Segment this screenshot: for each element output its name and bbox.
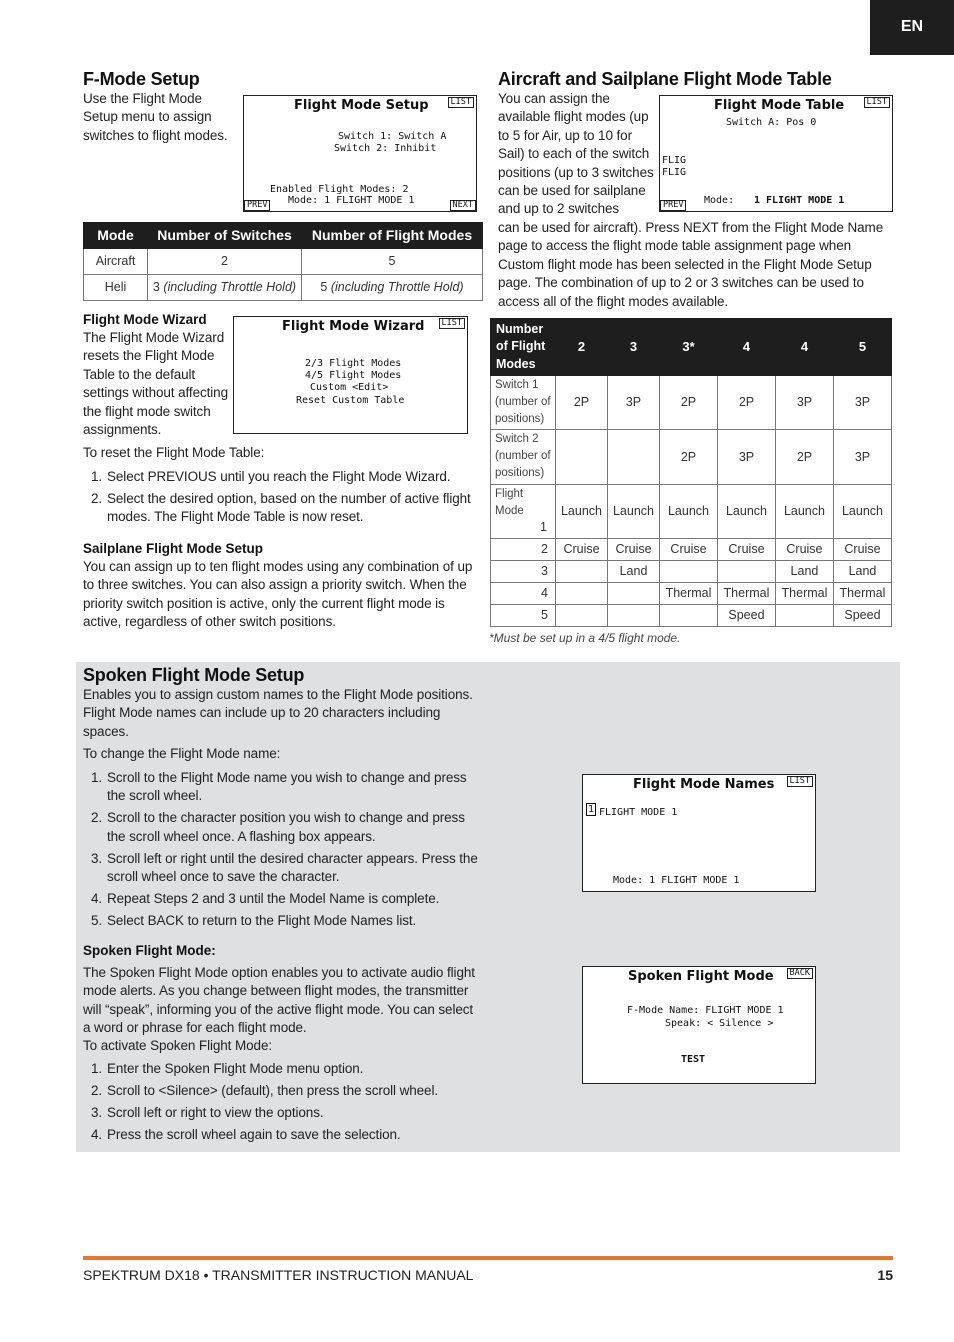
flight-mode-table-body-narrow: You can assign the available flight modes (up to 5 for Air, up to 10 for Sail) to each of the switch positions (up to 3 switches can be used for sailplane and up to 2 switches (498, 91, 654, 217)
back-button[interactable]: BACK (787, 968, 813, 979)
spoken-mode-intro: To activate Spoken Flight Mode: (83, 1038, 273, 1053)
mode-value: 1 FLIGHT MODE 1 (754, 194, 845, 206)
test-button[interactable]: TEST (681, 1054, 706, 1065)
flight-mode-table-screen (659, 95, 893, 212)
spoken-mode-body: The Spoken Flight Mode option enables you to activate audio flight mode alerts. As you change between flight modes, the transmitter will “speak”, informing you of the active flight mode. You can select a word or phrase for each flight mode. (83, 965, 475, 1036)
prev-button[interactable]: PREV (660, 200, 686, 211)
list-item: 1. Select PREVIOUS until you reach the Flight Mode Wizard. (91, 469, 451, 484)
wizard-option-45[interactable]: 4/5 Flight Modes (305, 370, 402, 381)
fmode-setup-heading: F-Mode Setup (83, 69, 200, 89)
flight-mode-names-screen (582, 774, 816, 892)
flight-mode-wizard-screen (233, 316, 468, 434)
prev-button[interactable]: PREV (244, 200, 270, 211)
table-row: Flight Mode 1 Launch Launch Launch Launch Launch Launch (491, 485, 892, 539)
wizard-body: The Flight Mode Wizard resets the Flight Mode Table to the default settings without affecting the flight mode switch assignments. (83, 330, 228, 438)
wizard-option-23[interactable]: 2/3 Flight Modes (305, 358, 402, 369)
list-item: 2. Scroll to <Silence> (default), then press the scroll wheel. (91, 1082, 439, 1098)
cursor-box[interactable]: 1 (588, 804, 595, 815)
spoken-mode-heading: Spoken Flight Mode: (83, 943, 216, 958)
spoken-setup-body: Enables you to assign custom names to the Flight Mode positions. Flight Mode names can include up to 20 characters including spaces. (83, 687, 473, 739)
name-text[interactable]: FLIGHT MODE 1 (599, 807, 678, 818)
flight-mode-table-body-wide: can be used for aircraft). Press NEXT from the Flight Mode Name page to access the flight mode table assignment page when Custom flight mode has been selected in the Flight Mode Setup page. The combination of up to 2 or 3 switches can be used to access all of the flight modes available. (498, 220, 884, 309)
sailplane-body: You can assign up to ten flight modes using any combination of up to three switches. You can also assign a priority switch. When the priority switch position is active, only the current flight mode is active, regardless of other switch positions. (83, 559, 473, 630)
table-footnote: *Must be set up in a 4/5 flight mode. (489, 631, 681, 645)
list-button[interactable]: LIST (439, 318, 465, 329)
footer-title: SPEKTRUM DX18 • TRANSMITTER INSTRUCTION MANUAL (83, 1267, 474, 1283)
spoken-setup-heading: Spoken Flight Mode Setup (83, 665, 305, 685)
spoken-setup-steps (83, 769, 478, 934)
wizard-intro: To reset the Flight Mode Table: (83, 445, 265, 460)
table-row: Aircraft 2 5 (84, 249, 483, 275)
switch-position-line: Switch A: Pos 0 (726, 117, 817, 128)
list-button[interactable]: LIST (448, 97, 474, 108)
table-row: 2 Cruise Cruise Cruise Cruise Cruise Cruise (491, 539, 892, 561)
footer-rule (83, 1256, 893, 1260)
page-number: 15 (877, 1267, 893, 1283)
flight-mode-setup-screen (243, 95, 477, 212)
spoken-flight-mode-screen (582, 966, 816, 1084)
col-header-number: Number of Flight Modes (491, 319, 556, 376)
next-button[interactable]: NEXT (450, 200, 476, 211)
spoken-setup-intro: To change the Flight Mode name: (83, 746, 281, 761)
list-item: 2. Scroll to the character position you wish to change and press the scroll wheel once. A flashing box appears. (91, 810, 465, 844)
speak-line[interactable]: Speak: < Silence > (665, 1018, 774, 1029)
table-row: 3 Land Land Land (491, 561, 892, 583)
table-row: Switch 2 (number of positions) 2P 3P 2P 3P (491, 430, 892, 485)
wizard-option-reset[interactable]: Reset Custom Table (296, 395, 405, 406)
fmode-name-line: F-Mode Name: FLIGHT MODE 1 (627, 1005, 784, 1016)
fmode-setup-body: Use the Flight Mode Setup menu to assign switches to flight modes. (83, 91, 228, 143)
col-header-mode: Mode (84, 223, 148, 249)
language-tab: EN (870, 0, 954, 55)
spoken-mode-steps (83, 1060, 478, 1148)
sailplane-heading: Sailplane Flight Mode Setup (83, 541, 264, 556)
flig-line-2: FLIG (662, 167, 687, 178)
flight-mode-table-heading: Aircraft and Sailplane Flight Mode Table (498, 69, 832, 89)
screen-title: Flight Mode Wizard (282, 319, 425, 334)
table-row: 4 Thermal Thermal Thermal Thermal (491, 583, 892, 605)
table-row: 5 Speed Speed (491, 605, 892, 627)
list-item: 5. Select BACK to return to the Flight Mode Names list. (91, 912, 417, 928)
col-header-switches: Number of Switches (148, 223, 302, 249)
wizard-steps (83, 468, 478, 530)
screen-title: Spoken Flight Mode (628, 969, 774, 984)
flight-mode-assignment-table: Number of Flight Modes 2 3 3* 4 4 5 Switch 1 (number of positions) 2P 3P 2P 2P 3P 3P Switch 2 (number of positions) 2P 3P 2P 3P Flight Mode 1 Launch Launch Launch Launch Launch Launch 2 Cruise Cruise Cruise Cruise Cruise Cruise 3 Land Land Land 4 Thermal Thermal Thermal Thermal 5 Speed Speed (490, 318, 892, 627)
mode-line: Mode: 1 FLIGHT MODE 1 (613, 874, 740, 886)
screen-title: Flight Mode Setup (294, 98, 429, 113)
table-row: Switch 1 (number of positions) 2P 3P 2P 2P 3P 3P (491, 376, 892, 430)
list-item: 1. Enter the Spoken Flight Mode menu option. (91, 1061, 364, 1076)
list-item: 2. Select the desired option, based on the number of active flight modes. The Flight Mode Table is now reset. (91, 490, 471, 525)
list-item: 3. Scroll left or right to view the options. (91, 1104, 324, 1120)
switch2-line: Switch 2: Inhibit (334, 143, 437, 154)
mode-label: Mode: (704, 194, 735, 206)
mode-switches-table (83, 222, 483, 301)
enabled-modes-line: Enabled Flight Modes: 2 (270, 184, 409, 195)
screen-title: Flight Mode Table (714, 98, 845, 113)
list-button[interactable]: LIST (787, 776, 813, 787)
table-row: Heli 3 (including Throttle Hold) 5 (including Throttle Hold) (84, 275, 483, 301)
col-header-flight-modes: Number of Flight Modes (302, 223, 483, 249)
list-item: 4. Repeat Steps 2 and 3 until the Model Name is complete. (91, 890, 440, 906)
mode-line: Mode: 1 FLIGHT MODE 1 (288, 194, 415, 206)
flig-line-1: FLIG (662, 155, 687, 166)
list-item: 4. Press the scroll wheel again to save the selection. (91, 1126, 401, 1142)
list-button[interactable]: LIST (864, 97, 890, 108)
wizard-option-custom[interactable]: Custom <Edit> (310, 382, 389, 393)
switch1-line: Switch 1: Switch A (338, 131, 447, 142)
list-item: 3. Scroll left or right until the desired character appears. Press the scroll wheel once to save the character. (91, 850, 478, 885)
screen-title: Flight Mode Names (633, 777, 775, 792)
list-item: 1. Scroll to the Flight Mode name you wish to change and press the scroll wheel. (91, 770, 467, 804)
wizard-heading: Flight Mode Wizard (83, 312, 207, 327)
